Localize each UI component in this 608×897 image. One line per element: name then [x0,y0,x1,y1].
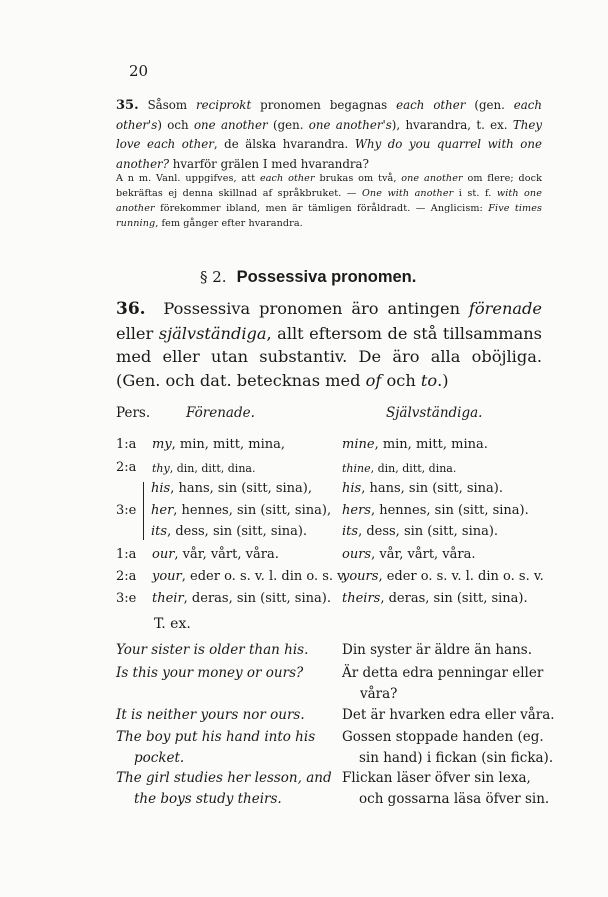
table-row-forenade: my, min, mitt, mina, [152,437,285,452]
table-row-forenade: her, hennes, sin (sitt, sina), [151,503,332,518]
table-row-forenade: its, dess, sin (sitt, sina). [151,524,308,539]
table-row-pers: 1:a [116,437,137,452]
paragraph-36-text: Possessiva pronomen äro antingen förenade eller självständiga, allt eftersom de stå tillsammans med eller utan substantiv. De äro alla oböjliga. (Gen. och dat. betecknas med of och to.) [116,299,542,390]
example-swedish: Din syster är äldre än hans. [342,642,532,658]
table-row-pers: 3:e [116,503,137,518]
example-english: Is this your money or ours? [116,665,304,681]
example-swedish-cont: våra? [360,686,398,702]
table-row-sjalvstandiga: his, hans, sin (sitt, sina). [342,481,504,496]
page-number: 20 [129,62,149,80]
column-header-pers: Pers. [116,405,151,421]
table-row-sjalvstandiga: theirs, deras, sin (sitt, sina). [342,591,528,606]
table-row-sjalvstandiga: thine, din, ditt, dina. [342,462,457,475]
table-row-sjalvstandiga: mine, min, mitt, mina. [342,437,488,452]
table-row-sjalvstandiga: its, dess, sin (sitt, sina). [342,524,499,539]
paragraph-36 [116,297,542,392]
example-swedish-cont: sin hand) i fickan (sin ficka). [359,750,554,766]
example-swedish: Det är hvarken edra eller våra. [342,707,555,723]
section-symbol: § 2. [200,268,227,286]
column-header-sjalvstandiga-text: Självständiga. [386,405,483,421]
table-row-pers: 2:a [116,569,137,584]
examples-label: T. ex. [154,616,191,632]
example-swedish: Flickan läser öfver sin lexa, [342,770,531,786]
example-english: The boy put his hand into his [116,729,316,745]
paragraph-35-text: Såsom reciprokt pronomen begagnas each other (gen. each other's) och one another (gen. one another's), hvarandra, t. ex. They love each other, de älska hvarandra. Why do you quarrel with one another? hvarför grälen I med hvarandra? [116,98,543,171]
table-row-forenade: thy, din, ditt, dina. [152,462,256,475]
column-header-sjalvstandiga [386,405,482,421]
table-row-forenade: their, deras, sin (sitt, sina). [152,591,331,606]
example-english-cont: pocket. [134,750,185,766]
column-header-forenade [186,405,255,421]
section-title: Possessiva pronomen. [236,268,417,286]
table-row-pers: 2:a [116,460,137,475]
example-english: Your sister is older than his. [116,642,309,658]
example-english: The girl studies her lesson, and [116,770,332,786]
table-row-forenade: our, vår, vårt, våra. [152,547,279,562]
table-row-forenade: your, eder o. s. v. l. din o. s. v. [152,569,348,584]
paragraph-36-number: 36. [116,299,146,319]
table-row-forenade: his, hans, sin (sitt, sina), [151,481,313,496]
example-english: It is neither yours nor ours. [116,707,305,723]
paragraph-35-note: A n m. Vanl. uppgifves, att each other brukas om två, one another om flere; dock bekräftas ej denna skillnad af språkbruket. — One with another i st. f. with one another förekommer ibland, men är tämligen föråldradt. — Anglicism: Five times running, fem gånger efter hvarandra. [116,173,543,229]
table-row-sjalvstandiga: ours, vår, vårt, våra. [342,547,476,562]
table-row-sjalvstandiga: hers, hennes, sin (sitt, sina). [342,503,529,518]
example-english-cont: the boys study theirs. [134,791,282,807]
table-row-sjalvstandiga: yours, eder o. s. v. l. din o. s. v. [342,569,544,584]
example-swedish: Gossen stoppade handen (eg. [342,729,544,745]
section-heading [200,268,416,287]
table-row-pers: 3:e [116,591,137,606]
paragraph-35-number: 35. [116,98,139,113]
column-header-forenade-text: Förenade. [186,405,255,421]
example-swedish: Är detta edra penningar eller [342,665,544,681]
pronoun-brace [143,482,144,540]
paragraph-35 [116,96,542,174]
table-row-pers: 1:a [116,547,137,562]
example-swedish-cont: och gossarna läsa öfver sin. [359,791,550,807]
